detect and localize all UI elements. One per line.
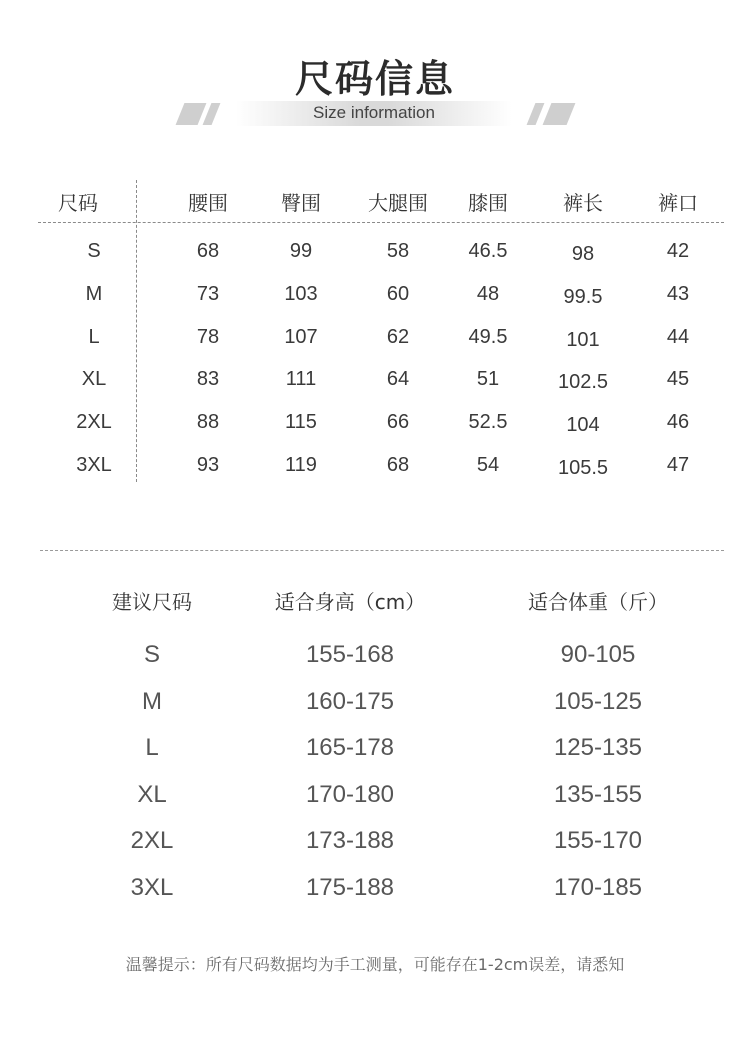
cell-suggested-size: M [142,687,162,715]
page-subtitle: Size information [313,103,435,122]
cell-knee: 49.5 [468,325,508,348]
cell-waist: 73 [196,282,220,305]
cell-knee: 46.5 [468,240,508,262]
page-title: 尺码信息 [294,57,455,101]
cell-height: 170-180 [305,780,395,808]
section-divider [40,550,724,551]
table-header-row [38,188,724,218]
cell-hip: 107 [284,325,318,348]
cell-hem: 46 [666,411,690,434]
cell-thigh: 66 [386,411,410,434]
cell-hip: 115 [285,411,317,434]
header-cell-size: 尺码 [58,191,98,215]
cell-knee: 48 [476,282,500,305]
cell-size: 2XL [76,411,112,434]
cell-suggested-size: XL [137,780,167,808]
cell-length: 104 [566,414,600,437]
cell-weight: 170-185 [553,873,643,901]
cell-height: 165-178 [305,734,395,761]
table-row [38,236,724,266]
cell-size: S [87,240,101,262]
cell-height: 155-168 [305,641,395,668]
cell-size: M [85,282,103,305]
footer-note: 温馨提示：所有尺码数据均为手工测量，可能存在1-2cm误差，请悉知 [125,955,625,974]
cell-suggested-size: 3XL [130,873,174,901]
table-header-row [0,585,750,619]
cell-hem: 43 [666,282,690,305]
decor-bar-left-1 [176,103,207,125]
cell-height: 175-188 [305,873,395,901]
table-row [38,450,724,480]
cell-hem: 47 [666,454,690,476]
cell-thigh: 68 [386,454,410,476]
cell-waist: 78 [196,325,220,348]
cell-hip: 111 [285,368,317,391]
cell-length: 99.5 [563,285,603,308]
cell-suggested-size: S [143,641,160,668]
cell-hem: 42 [666,240,690,262]
cell-length: 102.5 [557,371,609,394]
cell-waist: 88 [196,411,220,434]
cell-weight: 135-155 [553,780,643,808]
cell-size: XL [81,368,107,391]
header-cell-hip: 臀围 [281,191,321,215]
cell-hip: 99 [289,240,313,262]
header-cell-hem: 裤口 [658,191,698,215]
header-cell-knee: 膝围 [468,191,508,215]
table-row [0,871,750,905]
cell-length: 101 [566,328,600,351]
header [0,0,750,140]
cell-size: L [88,325,100,348]
table-row [0,778,750,812]
cell-length: 98 [571,243,595,265]
decor-bar-right-2 [543,103,576,125]
table-row [0,731,750,765]
cell-hip: 103 [284,282,318,305]
table-row [38,364,724,394]
cell-height: 173-188 [305,827,395,854]
table-row [38,322,724,352]
cell-length: 105.5 [557,457,609,479]
cell-height: 160-175 [305,687,395,715]
table-row [38,279,724,309]
decor-bar-left-2 [203,103,221,125]
cell-thigh: 58 [386,240,410,262]
table-row [38,407,724,437]
cell-weight: 105-125 [553,687,643,715]
cell-thigh: 64 [386,368,410,391]
table-row [0,685,750,719]
header-cell-height: 适合身高（cm） [274,590,426,614]
cell-weight: 155-170 [553,827,643,854]
table-row [0,824,750,858]
header-cell-suggested-size: 建议尺码 [112,590,192,614]
cell-suggested-size: L [145,734,159,761]
decor-bar-right-1 [527,103,545,125]
table-row [0,638,750,672]
cell-weight: 125-135 [553,734,643,761]
cell-suggested-size: 2XL [130,827,174,854]
cell-hip: 119 [285,454,317,476]
cell-size: 3XL [76,454,112,476]
cell-waist: 68 [196,240,220,262]
cell-thigh: 62 [386,325,410,348]
cell-knee: 54 [476,454,500,476]
cell-waist: 93 [196,454,220,476]
table-divider-horizontal [38,222,724,223]
header-cell-waist: 腰围 [188,191,228,215]
cell-weight: 90-105 [560,641,636,668]
cell-knee: 52.5 [468,411,508,434]
header-cell-thigh: 大腿围 [368,191,428,215]
header-cell-weight: 适合体重（斤） [528,590,668,614]
cell-knee: 51 [476,368,500,391]
cell-hem: 44 [666,325,690,348]
header-cell-length: 裤长 [563,191,603,215]
cell-hem: 45 [666,368,690,391]
cell-waist: 83 [196,368,220,391]
cell-thigh: 60 [386,282,410,305]
